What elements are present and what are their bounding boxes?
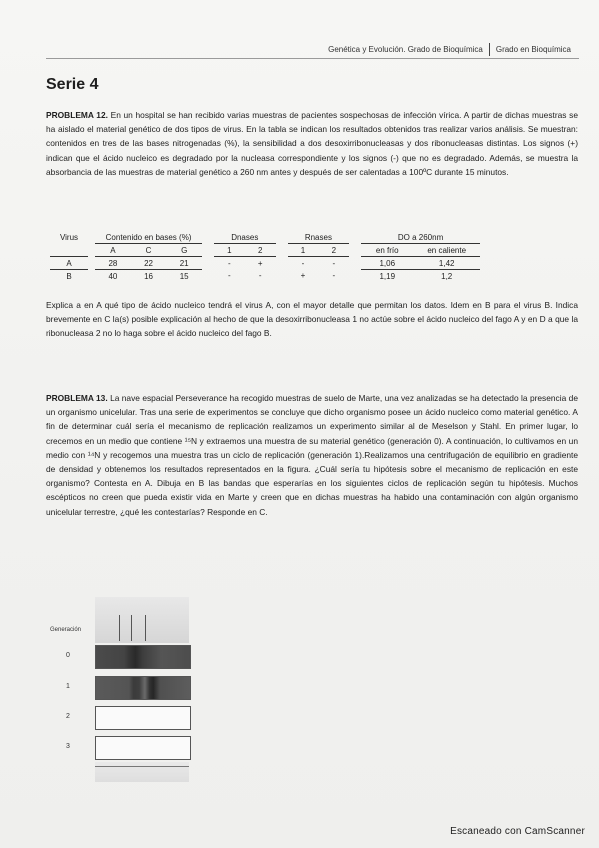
th-sub: en frío: [361, 244, 413, 257]
problem-12-text: En un hospital se han recibido varias muestras de pacientes sospechosas de infección vírica. A partir de dichas muestras se ha aislado el material genético de dos tipos de virus. En la tabla se indican los resultados obtenidos tras realizar varios análisis. Se muestran: contenidos en tres de las bases nitrogenadas (%), la sensibilidad a dos desoxirribonucleasas y dos ribonucleasas distintas. Los signos (+) indican que el ácido nucleico es degradado por la nucleasa correspondiente y los signos (-) que no es degradado. Además, se muestra la absorbancia de las muestras de material genético a 260 nm antes y después de ser calentadas a 100ºC durante 15 minutos.: [46, 110, 578, 177]
table-cell: 21: [166, 257, 202, 270]
table-cell: 22: [131, 257, 167, 270]
table-cell: 15: [179, 271, 189, 281]
table-cell: -: [258, 271, 262, 281]
gel-band-generation-1: [95, 676, 191, 700]
generation-number: 1: [66, 683, 70, 690]
th-rnases: Rnases: [288, 231, 350, 244]
scanner-watermark: Escaneado con CamScanner: [450, 826, 585, 837]
generation-number: 2: [66, 713, 70, 720]
problem-12-statement: [46, 108, 578, 179]
reference-mark: [119, 615, 120, 641]
problem-13-statement: [46, 391, 578, 519]
generation-number: 0: [66, 652, 70, 659]
th-sub: G: [166, 244, 202, 257]
th-sub: en caliente: [413, 244, 480, 257]
header-separator: [489, 43, 490, 56]
header-rule: [46, 58, 579, 59]
density-axis: [95, 766, 189, 767]
table-cell: 16: [144, 271, 154, 281]
page-header: [328, 43, 571, 56]
th-sub: A: [95, 244, 131, 257]
th-sub: 1: [214, 244, 245, 257]
table-cell: -: [227, 271, 231, 281]
table-cell: -: [332, 271, 336, 281]
problem-13-text: La nave espacial Perseverance ha recogido muestras de suelo de Marte, una vez analizadas se ha detectado la presencia de un organismo unicelular. Tras una serie de experimentos se concluye que dicho organismo posee un ácido nucleico como material genético. A fin de determinar cuál sería el mecanismo de replicación realizamos un experimento similar al de Meselson y Stahl. En primer lugar, lo crecemos en un medio que contiene ¹⁵N y extraemos una muestra de su material genético (generación 0). A continuación, lo cultivamos en un medio con ¹⁴N y recogemos una muestra tras un ciclo de replicación (generación 1).Realizamos una centrifugación de equilibrio en gradiente de densidad y obtenemos los resultados representados en la figura. ¿Cuál sería tu hipótesis sobre el mecanismo de replicación en este organismo? Contesta en A. Dibuja en B las bandas que esperarías en los siguientes ciclos de replicación según tu hipótesis. Muchos escépticos no creen que pueda existir vida en Marte y creen que en dichas muestras ha habido una contaminación con algún organismo unicelular terrestre, ¿qué les contestarías? Responde en C.: [46, 393, 578, 517]
table-row: [50, 257, 480, 270]
page-title: Serie 4: [46, 76, 99, 93]
table-cell: 28: [95, 257, 131, 270]
th-sub: 2: [245, 244, 276, 257]
table-cell: 40: [108, 271, 118, 281]
generation-axis-label: Generación: [50, 627, 82, 633]
table-cell: A: [50, 257, 88, 270]
th-content: Contenido en bases (%): [95, 231, 202, 244]
header-degree: Grado en Bioquímica: [495, 45, 571, 54]
table-cell: B: [66, 271, 72, 281]
th-dnases: Dnases: [214, 231, 276, 244]
problem-12-question: Explica a en A qué tipo de ácido nucleico tendrá el virus A, con el mayor detalle que permitan los datos. Idem en B para el virus B. Indica brevemente en C la(s) posible explicación al hecho de que la desoxirribonucleasa 1 no actúe sobre el ácido nucleico del fago A y en D a que la ribonucleasa 2 no lo haga sobre el ácido nucleico del fago B.: [46, 300, 578, 339]
table-cell: -: [227, 258, 231, 268]
generation-number: 3: [66, 743, 70, 750]
problem-13-label: PROBLEMA 13.: [46, 393, 108, 403]
table-cell: 1,2: [441, 271, 453, 281]
th-do: DO a 260nm: [361, 231, 480, 244]
th-sub: 2: [318, 244, 349, 257]
figure-footer-area: [95, 762, 189, 782]
problem-12-label: PROBLEMA 12.: [46, 110, 108, 120]
density-gradient-figure: [50, 597, 200, 787]
th-sub: C: [131, 244, 167, 257]
table-cell: 1,06: [361, 257, 413, 270]
gel-band-generation-2-blank[interactable]: [95, 706, 191, 730]
table-cell: 1,42: [413, 257, 480, 270]
gel-band-generation-0: [95, 645, 191, 669]
table-cell: 1,19: [379, 271, 396, 281]
header-course: Genética y Evolución. Grado de Bioquímica: [328, 45, 483, 54]
gel-band-generation-3-blank[interactable]: [95, 736, 191, 760]
figure-header-area: [95, 597, 189, 643]
th-virus: Virus: [59, 232, 79, 242]
table-cell: +: [257, 258, 263, 268]
results-table: [50, 231, 480, 282]
th-sub: 1: [288, 244, 319, 257]
table-cell: -: [332, 258, 336, 268]
reference-mark: [131, 615, 132, 641]
reference-mark: [145, 615, 146, 641]
table-row: [50, 270, 480, 283]
table-cell: -: [301, 258, 305, 268]
table-cell: +: [300, 271, 306, 281]
